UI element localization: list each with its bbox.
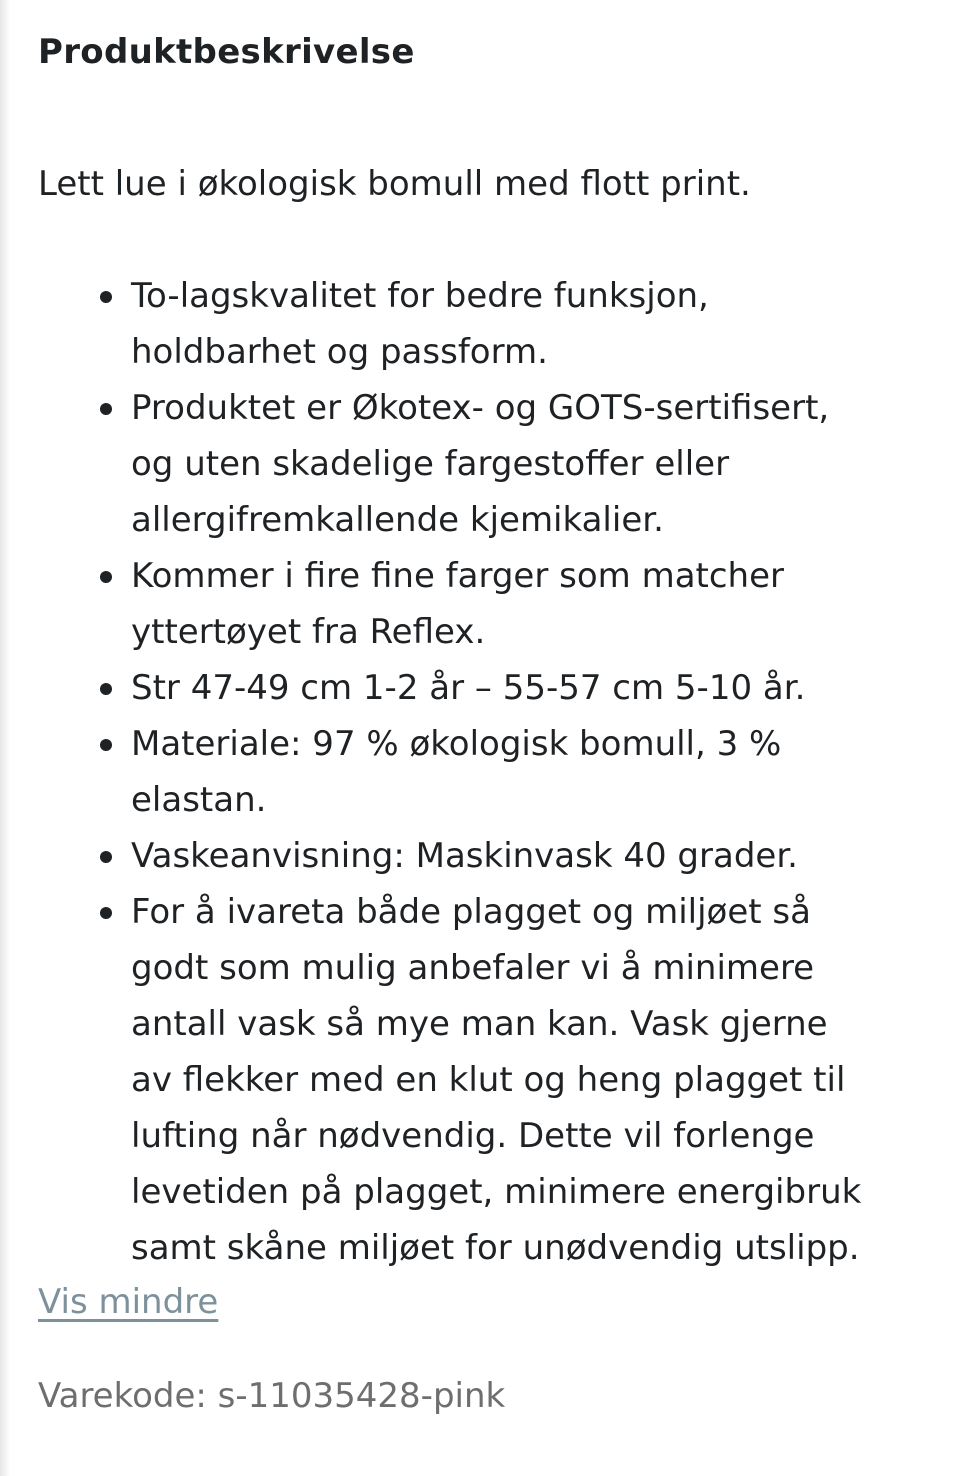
intro-text: Lett lue i økologisk bomull med flott print.: [38, 164, 751, 204]
bullet-icon: [100, 403, 112, 415]
list-item-line: godt som mulig anbefaler vi å minimere: [131, 948, 815, 988]
list-item: [38, 380, 928, 548]
list-item-line: Produktet er Økotex- og GOTS-sertifisert,: [131, 388, 830, 428]
list-item-line: Kommer i fire fine farger som matcher: [131, 556, 785, 596]
bullet-icon: [100, 907, 112, 919]
list-item-line: To-lagskvalitet for bedre funksjon,: [131, 276, 709, 316]
list-item-line: elastan.: [131, 780, 267, 820]
bullet-icon: [100, 739, 112, 751]
bullet-icon: [100, 851, 112, 863]
list-item-line: og uten skadelige fargestoffer eller: [131, 444, 730, 484]
list-item-line: Materiale: 97 % økologisk bomull, 3 %: [131, 724, 782, 764]
list-item-line: lufting når nødvendig. Dette vil forlenge: [131, 1116, 815, 1156]
list-item-line: levetiden på plagget, minimere energibruk: [131, 1172, 862, 1212]
sku-label: Varekode: s-11035428-pink: [38, 1376, 506, 1416]
list-item-line: Vaskeanvisning: Maskinvask 40 grader.: [131, 836, 798, 876]
list-item-line: yttertøyet fra Reflex.: [131, 612, 486, 652]
list-item-line: antall vask så mye man kan. Vask gjerne: [131, 1004, 828, 1044]
bullet-icon: [100, 571, 112, 583]
list-item: [38, 660, 928, 716]
list-item: [38, 828, 928, 884]
list-item: [38, 548, 928, 660]
list-item: [38, 884, 928, 1276]
list-item-line: Str 47-49 cm 1-2 år – 55-57 cm 5-10 år.: [131, 668, 806, 708]
bullet-icon: [100, 683, 112, 695]
left-edge-shadow: [0, 0, 10, 1476]
list-item-line: samt skåne miljøet for unødvendig utslipp.: [131, 1228, 860, 1268]
feature-list: [38, 268, 928, 1276]
list-item-line: holdbarhet og passform.: [131, 332, 548, 372]
list-item: [38, 268, 928, 380]
list-item: [38, 716, 928, 828]
list-item-line: allergifremkallende kjemikalier.: [131, 500, 664, 540]
bullet-icon: [100, 291, 112, 303]
section-title: Produktbeskrivelse: [38, 32, 415, 72]
list-item-line: For å ivareta både plagget og miljøet så: [131, 892, 811, 932]
show-less-link[interactable]: Vis mindre: [38, 1282, 219, 1322]
list-item-line: av flekker med en klut og heng plagget til: [131, 1060, 846, 1100]
